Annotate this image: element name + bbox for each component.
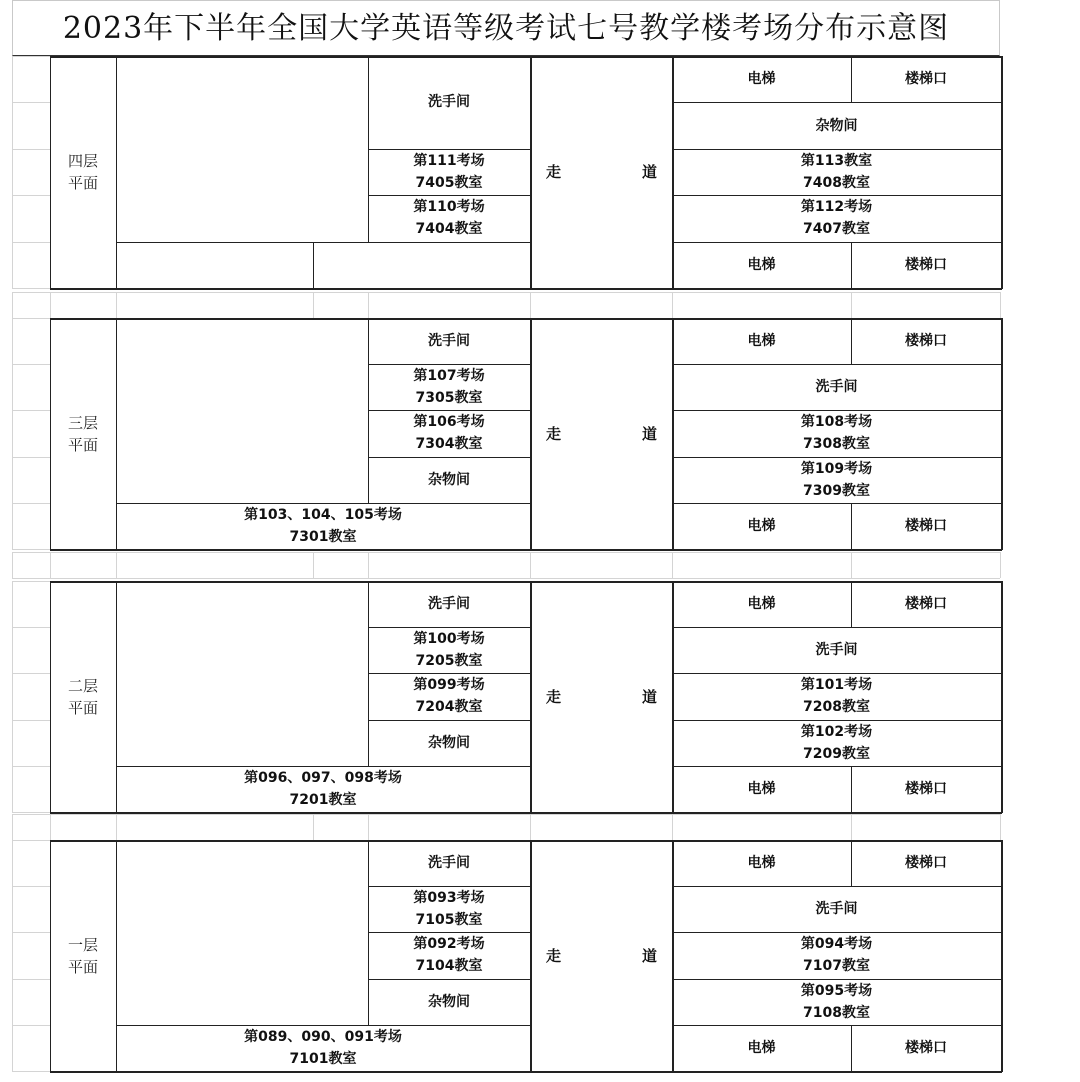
- exam-room-cell-line: 7101教室: [289, 1050, 357, 1067]
- grid-line: [50, 292, 51, 318]
- room-cell: [368, 720, 530, 766]
- grid-line: [12, 292, 13, 318]
- grid-line: [12, 56, 50, 57]
- elevator-cell-text: 电梯: [747, 71, 776, 88]
- stairs-cell: [851, 581, 1001, 627]
- elevator-cell: [672, 581, 851, 627]
- exam-room-cell-line: 7205教室: [415, 653, 483, 670]
- floor-label: [50, 318, 116, 549]
- stairs-cell: [851, 503, 1001, 549]
- grid-line: [1000, 292, 1001, 318]
- grid-line: [1000, 552, 1001, 578]
- grid-line: [116, 292, 117, 318]
- corridor-label: 走: [546, 946, 562, 965]
- room-cell-text: 杂物间: [428, 471, 470, 488]
- grid-line: [368, 552, 369, 578]
- grid-line: [12, 581, 50, 582]
- grid-line: [12, 627, 50, 628]
- floor-label-line: 一层: [67, 935, 98, 954]
- grid-line: [12, 840, 13, 1071]
- grid-line: [530, 581, 532, 812]
- exam-room-cell-line: 第099考场: [413, 677, 485, 694]
- corridor-label: 道: [642, 163, 658, 181]
- grid-line: [851, 292, 852, 318]
- room-cell: [672, 627, 1001, 673]
- exam-room-cell-line: 7408教室: [803, 174, 870, 191]
- exam-room-cell: [368, 364, 530, 410]
- elevator-cell-text: 电梯: [747, 855, 776, 872]
- room-cell: [368, 979, 530, 1025]
- exam-room-cell-line: 第100考场: [413, 631, 485, 648]
- grid-line: [851, 552, 852, 578]
- room-cell-text: 洗手间: [428, 94, 470, 111]
- exam-room-cell-line: 第110考场: [413, 199, 485, 216]
- grid-line: [12, 673, 50, 674]
- stairs-cell-text: 楼梯口: [905, 855, 947, 872]
- exam-room-cell-line: 第103、104、105考场: [244, 506, 402, 523]
- grid-line: [12, 318, 13, 549]
- room-cell-text: 洗手间: [815, 642, 858, 659]
- exam-room-cell-line: 7204教室: [415, 699, 483, 716]
- exam-room-cell-line: 第096、097、098考场: [244, 769, 402, 786]
- exam-room-cell-line: 7304教室: [415, 436, 483, 453]
- stairs-cell-text: 楼梯口: [905, 596, 947, 613]
- exam-room-cell-line: 第089、090、091考场: [244, 1028, 402, 1045]
- floor-label-line: 二层: [67, 676, 98, 695]
- elevator-cell: [672, 1025, 851, 1071]
- floor-label-line: 平面: [67, 174, 98, 192]
- grid-line: [1000, 814, 1001, 840]
- grid-line: [116, 814, 117, 840]
- grid-line: [12, 578, 1000, 579]
- elevator-cell-text: 电梯: [747, 256, 776, 273]
- stairs-cell-text: 楼梯口: [905, 333, 947, 350]
- floor-label-line: 平面: [67, 957, 98, 976]
- exam-room-cell: [672, 457, 1001, 503]
- room-cell-text: 洗手间: [428, 855, 470, 872]
- exam-room-cell-line: 第094考场: [800, 936, 873, 953]
- exam-room-cell: [672, 149, 1001, 195]
- grid-line: [12, 979, 50, 980]
- exam-room-cell: [368, 195, 530, 241]
- stairs-cell: [851, 1025, 1001, 1071]
- grid-line: [50, 1071, 1002, 1073]
- grid-line: [12, 56, 13, 288]
- page-title: 2023年下半年全国大学英语等级考试七号教学楼考场分布示意图: [12, 0, 1000, 56]
- grid-line: [12, 503, 50, 504]
- elevator-cell: [672, 503, 851, 549]
- grid-line: [530, 840, 532, 1071]
- floor-label: [50, 56, 116, 288]
- exam-room-cell-line: 7209教室: [803, 745, 870, 762]
- room-cell-text: 洗手间: [428, 333, 470, 350]
- exam-room-cell: [368, 410, 530, 456]
- stairs-cell: [851, 56, 1001, 102]
- grid-line: [368, 292, 369, 318]
- exam-room-cell: [368, 932, 530, 978]
- grid-line: [851, 814, 852, 840]
- stairs-cell-text: 楼梯口: [905, 780, 947, 797]
- room-cell-text: 洗手间: [815, 901, 858, 918]
- exam-room-cell-line: 第093考场: [413, 890, 485, 907]
- exam-room-cell-line: 7201教室: [289, 791, 357, 808]
- grid-line: [12, 102, 50, 103]
- grid-line: [12, 549, 50, 550]
- room-cell: [672, 102, 1001, 148]
- grid-line: [672, 292, 673, 318]
- grid-line: [12, 364, 50, 365]
- stairs-cell: [851, 766, 1001, 812]
- grid-line: [1001, 581, 1003, 813]
- corridor-label: 走: [546, 163, 562, 181]
- grid-line: [116, 242, 530, 243]
- exam-room-cell: [672, 932, 1001, 978]
- exam-room-cell-line: 7404教室: [415, 221, 483, 238]
- grid-line: [12, 581, 13, 812]
- room-cell: [368, 56, 530, 149]
- stairs-cell-text: 楼梯口: [905, 71, 947, 88]
- elevator-cell-text: 电梯: [747, 333, 776, 350]
- grid-line: [530, 318, 532, 549]
- corridor-label: 道: [642, 946, 658, 965]
- room-cell-text: 杂物间: [428, 993, 470, 1010]
- exam-room-cell-line: 第092考场: [413, 936, 485, 953]
- grid-line: [12, 552, 13, 578]
- exam-room-cell-line: 7309教室: [803, 482, 870, 499]
- exam-room-cell-line: 第095考场: [800, 982, 873, 999]
- exam-room-cell: [116, 766, 530, 812]
- room-cell: [672, 364, 1001, 410]
- grid-line: [50, 552, 51, 578]
- stairs-cell-text: 楼梯口: [905, 1039, 947, 1056]
- grid-line: [12, 195, 50, 196]
- stairs-cell: [851, 242, 1001, 288]
- exam-room-cell-line: 7208教室: [803, 699, 870, 716]
- exam-room-cell: [368, 673, 530, 719]
- grid-line: [12, 410, 50, 411]
- elevator-cell: [672, 242, 851, 288]
- grid-line: [12, 242, 50, 243]
- elevator-cell-text: 电梯: [747, 517, 776, 534]
- exam-room-cell: [368, 627, 530, 673]
- exam-room-cell-line: 7104教室: [415, 958, 483, 975]
- grid-line: [12, 812, 50, 813]
- grid-line: [530, 552, 531, 578]
- exam-room-cell-line: 第101考场: [800, 677, 873, 694]
- floor-label-line: 三层: [67, 413, 98, 432]
- floor-label: [50, 581, 116, 812]
- exam-room-cell-line: 7308教室: [803, 436, 870, 453]
- grid-line: [12, 766, 50, 767]
- grid-line: [12, 288, 50, 289]
- grid-line: [50, 549, 1002, 551]
- grid-line: [672, 814, 673, 840]
- room-cell-text: 洗手间: [815, 379, 858, 396]
- exam-room-cell: [672, 720, 1001, 766]
- elevator-cell: [672, 840, 851, 886]
- grid-line: [50, 814, 51, 840]
- exam-room-cell-line: 7301教室: [289, 528, 357, 545]
- grid-line: [313, 292, 314, 318]
- exam-room-cell-line: 第106考场: [413, 414, 485, 431]
- floor-label-line: 平面: [67, 698, 98, 717]
- exam-room-cell: [368, 149, 530, 195]
- elevator-cell-text: 电梯: [747, 596, 776, 613]
- exam-room-cell-line: 第109考场: [800, 460, 873, 477]
- floor-label-line: 四层: [67, 152, 98, 170]
- room-cell: [368, 457, 530, 503]
- stairs-cell: [851, 840, 1001, 886]
- elevator-cell-text: 电梯: [747, 1039, 776, 1056]
- elevator-cell-text: 电梯: [747, 780, 776, 797]
- room-cell: [368, 318, 530, 364]
- grid-line: [12, 318, 50, 319]
- grid-line: [368, 814, 369, 840]
- grid-line: [50, 288, 1002, 290]
- floor-label-line: 平面: [67, 435, 98, 454]
- room-cell: [368, 581, 530, 627]
- grid-line: [530, 56, 532, 288]
- exam-room-cell-line: 第111考场: [413, 152, 485, 169]
- stairs-cell-text: 楼梯口: [905, 256, 947, 273]
- exam-room-cell-line: 第113教室: [800, 152, 873, 169]
- exam-room-cell-line: 第108考场: [800, 414, 873, 431]
- exam-room-cell: [672, 195, 1001, 241]
- grid-line: [313, 242, 314, 288]
- exam-room-cell-line: 7107教室: [803, 958, 870, 975]
- grid-line: [530, 814, 531, 840]
- stairs-cell: [851, 318, 1001, 364]
- grid-line: [12, 457, 50, 458]
- floor-label: [50, 840, 116, 1071]
- grid-line: [12, 840, 50, 841]
- exam-room-cell: [116, 503, 530, 549]
- room-cell-text: 杂物间: [428, 734, 470, 751]
- elevator-cell: [672, 56, 851, 102]
- corridor-label: 道: [642, 687, 658, 706]
- grid-line: [12, 720, 50, 721]
- grid-line: [12, 1071, 50, 1072]
- exam-room-cell-line: 第102考场: [800, 723, 873, 740]
- corridor-label: 道: [642, 424, 658, 443]
- exam-room-cell-line: 7108教室: [803, 1004, 870, 1021]
- grid-line: [1001, 840, 1003, 1072]
- corridor-label: 走: [546, 424, 562, 443]
- exam-room-cell: [672, 410, 1001, 456]
- grid-line: [12, 149, 50, 150]
- room-cell: [672, 886, 1001, 932]
- exam-room-cell-line: 第112考场: [800, 199, 873, 216]
- grid-line: [1001, 318, 1003, 550]
- grid-line: [1001, 56, 1003, 289]
- exam-room-cell: [672, 979, 1001, 1025]
- grid-line: [313, 814, 314, 840]
- grid-line: [530, 292, 531, 318]
- grid-line: [12, 814, 13, 840]
- room-cell-text: 杂物间: [815, 117, 858, 134]
- elevator-cell: [672, 318, 851, 364]
- room-cell-text: 洗手间: [428, 596, 470, 613]
- stairs-cell-text: 楼梯口: [905, 517, 947, 534]
- exam-room-cell: [368, 886, 530, 932]
- grid-line: [12, 1025, 50, 1026]
- exam-room-cell: [116, 1025, 530, 1071]
- grid-line: [116, 56, 117, 288]
- exam-room-cell-line: 7405教室: [415, 174, 483, 191]
- corridor-label: 走: [546, 687, 562, 706]
- exam-room-cell: [672, 673, 1001, 719]
- grid-line: [672, 552, 673, 578]
- grid-line: [313, 552, 314, 578]
- exam-room-cell-line: 7305教室: [415, 390, 483, 407]
- exam-room-cell-line: 7105教室: [415, 912, 483, 929]
- elevator-cell: [672, 766, 851, 812]
- room-cell: [368, 840, 530, 886]
- grid-line: [116, 552, 117, 578]
- grid-line: [12, 932, 50, 933]
- exam-room-cell-line: 第107考场: [413, 368, 485, 385]
- exam-room-cell-line: 7407教室: [803, 221, 870, 238]
- grid-line: [12, 886, 50, 887]
